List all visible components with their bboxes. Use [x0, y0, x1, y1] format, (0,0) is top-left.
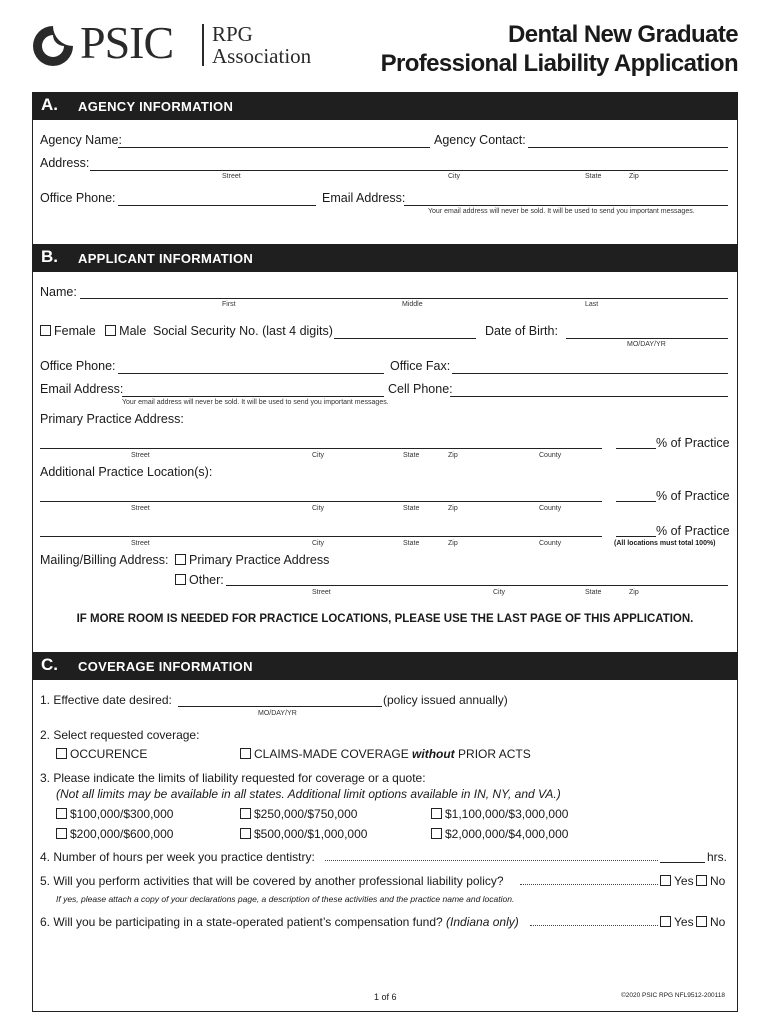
occurrence-label: OCCURENCE: [70, 747, 148, 761]
applicant-name-field[interactable]: [80, 298, 728, 299]
q6-leader: [530, 925, 658, 926]
middle-caption: Middle: [402, 301, 423, 308]
limit-checkbox-1[interactable]: [56, 808, 67, 819]
limit-label-2: $250,000/$750,000: [254, 807, 358, 821]
agency-state-caption: State: [585, 173, 602, 180]
primary-pct-label: % of Practice: [656, 436, 730, 450]
agency-name-label: Agency Name:: [40, 133, 122, 147]
limit-checkbox-2[interactable]: [240, 808, 251, 819]
al2-county-caption: County: [539, 540, 562, 547]
section-c-title: COVERAGE INFORMATION: [78, 659, 253, 674]
hrs-label: hrs.: [707, 850, 728, 864]
q1-suffix: (policy issued annually): [383, 693, 508, 707]
first-caption: First: [222, 301, 236, 308]
primary-pct-field[interactable]: [616, 448, 656, 449]
limit-label-3: $1,100,000/$3,000,000: [445, 807, 569, 821]
q4-label: 4. Number of hours per week you practice dentistry:: [40, 850, 315, 864]
al1-county-caption: County: [539, 505, 562, 512]
cell-phone-field[interactable]: [450, 396, 728, 397]
agency-city-caption: City: [448, 173, 461, 180]
q5-yes-checkbox[interactable]: [660, 875, 671, 886]
female-label: Female: [54, 324, 96, 338]
q6-yes-label: Yes: [674, 915, 694, 929]
mailing-other-label: Other:: [189, 573, 224, 587]
q3-label: 3. Please indicate the limits of liability requested for coverage or a quote:: [40, 771, 426, 785]
agency-address-label: Address:: [40, 156, 90, 170]
limit-option-5: [240, 827, 367, 841]
section-c-header: [32, 652, 738, 680]
office-fax-field[interactable]: [452, 373, 728, 374]
dob-label: Date of Birth:: [485, 324, 558, 338]
claims-made-label-b: without: [412, 747, 455, 761]
q6-no-option: [696, 915, 725, 929]
q5-leader: [520, 884, 658, 885]
section-a-title: AGENCY INFORMATION: [78, 99, 234, 114]
limit-option-1: [56, 807, 173, 821]
mailing-label: Mailing/Billing Address:: [40, 553, 169, 567]
additional-location-2-field[interactable]: [40, 536, 602, 537]
claims-made-checkbox[interactable]: [240, 748, 251, 759]
primary-practice-label: Primary Practice Address:: [40, 412, 184, 426]
office-phone-field[interactable]: [118, 373, 384, 374]
effective-date-field[interactable]: [178, 706, 382, 707]
q4-leader: [325, 860, 658, 861]
pp-street-caption: Street: [131, 452, 150, 459]
cell-phone-label: Cell Phone:: [388, 382, 453, 396]
limit-option-6: [431, 827, 568, 841]
limit-checkbox-4[interactable]: [56, 828, 67, 839]
form-code: ©2020 PSIC RPG NFL9512-200118: [621, 992, 726, 999]
al2-city-caption: City: [312, 540, 325, 547]
claims-made-label-a: CLAIMS-MADE COVERAGE: [254, 747, 413, 761]
mailing-other-field[interactable]: [226, 585, 728, 586]
male-checkbox[interactable]: [105, 325, 116, 336]
mailing-other-checkbox[interactable]: [175, 574, 186, 585]
q1-format-caption: MO/DAY/YR: [258, 710, 297, 717]
additional-locations-label: Additional Practice Location(s):: [40, 465, 213, 479]
dob-format-caption: MO/DAY/YR: [627, 341, 666, 348]
agency-email-label: Email Address:: [322, 191, 406, 205]
limit-checkbox-5[interactable]: [240, 828, 251, 839]
pp-zip-caption: Zip: [448, 452, 458, 459]
pp-county-caption: County: [539, 452, 562, 459]
agency-email-field[interactable]: [404, 205, 728, 206]
applicant-name-label: Name:: [40, 285, 77, 299]
section-b-letter: B.: [41, 247, 58, 266]
agency-contact-field[interactable]: [528, 147, 728, 148]
al2-state-caption: State: [403, 540, 420, 547]
q5-note: If yes, please attach a copy of your declarations page, a description of these activities and the practice name and location.: [56, 894, 515, 904]
mail-city-caption: City: [493, 589, 506, 596]
limit-checkbox-3[interactable]: [431, 808, 442, 819]
agency-name-field[interactable]: [118, 147, 430, 148]
dob-field[interactable]: [566, 338, 728, 339]
agency-office-phone-field[interactable]: [118, 205, 316, 206]
ssn-label: Social Security No. (last 4 digits): [153, 324, 333, 338]
occurrence-option: [56, 747, 147, 761]
mail-state-caption: State: [585, 589, 602, 596]
form-title-line2: Professional Liability Application: [380, 50, 738, 77]
q5-no-option: [696, 874, 725, 888]
additional-pct-1-field[interactable]: [616, 501, 656, 502]
section-b-header: [32, 244, 738, 272]
male-label: Male: [119, 324, 147, 338]
q6-no-label: No: [710, 915, 726, 929]
more-room-notice: IF MORE ROOM IS NEEDED FOR PRACTICE LOCATIONS, PLEASE USE THE LAST PAGE OF THIS APPLICATION.: [76, 613, 694, 625]
pp-state-caption: State: [403, 452, 420, 459]
agency-address-field[interactable]: [90, 170, 728, 171]
agency-office-phone-label: Office Phone:: [40, 191, 116, 205]
female-checkbox[interactable]: [40, 325, 51, 336]
limit-label-5: $500,000/$1,000,000: [254, 827, 368, 841]
occurrence-checkbox[interactable]: [56, 748, 67, 759]
section-a-header: [32, 92, 738, 120]
pp-city-caption: City: [312, 452, 325, 459]
psic-logo: [30, 17, 320, 72]
last-caption: Last: [585, 301, 599, 308]
office-phone-label: Office Phone:: [40, 359, 116, 373]
agency-email-note: Your email address will never be sold. It will be used to send you important messages.: [428, 208, 695, 215]
section-c-letter: C.: [41, 655, 58, 674]
limit-label-4: $200,000/$600,000: [70, 827, 174, 841]
logo-sub-rpg: RPG: [212, 22, 253, 46]
q6-no-checkbox[interactable]: [696, 916, 707, 927]
additional-pct-2-field[interactable]: [616, 536, 656, 537]
q3-note: (Not all limits may be available in all states. Additional limit options available in IN, NY, and VA.): [56, 787, 561, 801]
office-fax-label: Office Fax:: [390, 359, 451, 373]
additional-pct-1-label: % of Practice: [656, 489, 730, 503]
email-field[interactable]: [122, 396, 384, 397]
q6-yes-checkbox[interactable]: [660, 916, 671, 927]
applicant-email-note: Your email address will never be sold. It will be used to send you important messages.: [122, 399, 389, 406]
agency-contact-label: Agency Contact:: [434, 133, 526, 147]
q2-label: 2. Select requested coverage:: [40, 728, 200, 742]
claims-made-label-c: PRIOR ACTS: [454, 747, 531, 761]
q6-label: [40, 915, 519, 929]
psic-swirl-icon: [30, 23, 76, 69]
mailing-primary-label: Primary Practice Address: [189, 553, 330, 567]
al1-zip-caption: Zip: [448, 505, 458, 512]
mailing-other-option: [175, 573, 224, 587]
q5-yes-label: Yes: [674, 874, 694, 888]
claims-made-option: [240, 747, 531, 761]
limit-option-2: [240, 807, 357, 821]
limit-checkbox-6[interactable]: [431, 828, 442, 839]
mailing-primary-checkbox[interactable]: [175, 554, 186, 565]
limit-label-1: $100,000/$300,000: [70, 807, 174, 821]
limit-label-6: $2,000,000/$4,000,000: [445, 827, 569, 841]
email-label: Email Address:: [40, 382, 124, 396]
agency-zip-caption: Zip: [629, 173, 639, 180]
page-number: 1 of 6: [374, 992, 397, 1002]
q6-yes-option: [660, 915, 694, 929]
limit-option-3: [431, 807, 568, 821]
primary-practice-field[interactable]: [40, 448, 602, 449]
gender-row: [40, 324, 146, 338]
form-title: [381, 20, 738, 78]
additional-pct-2-label: % of Practice: [656, 524, 730, 538]
additional-location-1-field[interactable]: [40, 501, 602, 502]
limit-option-4: [56, 827, 173, 841]
agency-street-caption: Street: [222, 173, 241, 180]
al1-street-caption: Street: [131, 505, 150, 512]
ssn-field[interactable]: [334, 338, 476, 339]
q6-label-a: 6. Will you be participating in a state-operated patient’s compensation fund?: [40, 915, 447, 929]
mail-street-caption: Street: [312, 589, 331, 596]
form-title-line1: Dental New Graduate: [508, 21, 738, 48]
q5-yes-option: [660, 874, 694, 888]
mailing-primary-option: [175, 553, 329, 567]
al2-zip-caption: Zip: [448, 540, 458, 547]
mail-zip-caption: Zip: [629, 589, 639, 596]
total-note: (All locations must total 100%): [614, 540, 716, 547]
al2-street-caption: Street: [131, 540, 150, 547]
section-b-title: APPLICANT INFORMATION: [78, 251, 254, 266]
q5-label: 5. Will you perform activities that will be covered by another professional liability policy?: [40, 874, 504, 888]
al1-state-caption: State: [403, 505, 420, 512]
q1-label: 1. Effective date desired:: [40, 693, 172, 707]
q6-label-b: (Indiana only): [446, 915, 519, 929]
q5-no-checkbox[interactable]: [696, 875, 707, 886]
q5-no-label: No: [710, 874, 726, 888]
logo-sub-association: Association: [212, 44, 312, 68]
hours-field[interactable]: [660, 862, 705, 863]
al1-city-caption: City: [312, 505, 325, 512]
section-a-letter: A.: [41, 95, 58, 114]
logo-main: PSIC: [80, 17, 174, 68]
